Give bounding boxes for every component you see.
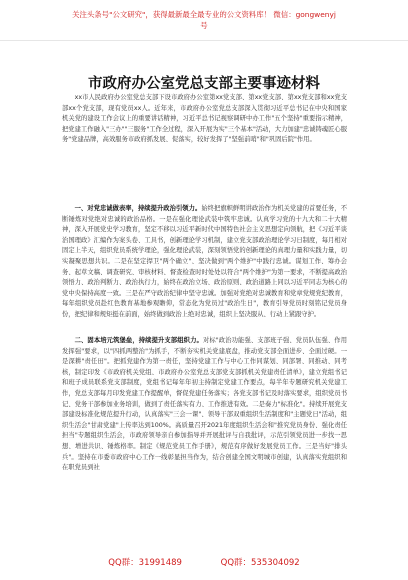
section-two-body: 对标"政治功能强、支部班子强、党员队伍强、作用发挥强"要求，以"四抓两整治"为抓手，不断夯实机关党建底盘，推动党支部全面进步、全面过硬。一是深耕"责任田"。把抓党建作为第一责任，坚持党建工作与中心工作同谋划、同部署、同推动、同考核，制定印发《市政府机关党组、市政府办公室党总支部党支部抓机关党建责任清单》，建立党组书记和班子成员联系党支部制度，党组书记每年年初主持制定党建工作要点，每半年专题研究机关党建工作，党总支部每月印发党建工作提醒单，督促党建任务落实；各党支部书记及时落实要求，组织党员书记、党务干部参加业务培训，做到了责任落实有力、工作推进有效。二是奏力"标准化"。持续开展党支部建设标准化规范提升行动，认真落实"三会一课"、领导干部双重组织生活制度和"主题党日"活动，组织生活会"甘肃党建"上传率达到100%。高质量召开2021年度组织生活会和"推究党员身份、强化责任担当"专题组织生活会，市政府领导亲自参加指导并开展批评与自我批评，示范引领党员进一步找一思想、增进共识、锤炼格率。制定《规范党员工作手册》，规范有序做好发展党员工作。三是当好"排头兵"。坚持在市委市政府中心工作一线彰显担当作为，结合创建全国文明城市创建，认真落实党组织和在职党员到社 [62,337,347,472]
promo-banner-text: 关注头条号"公文研究"，获得最新最全最专业的公文资料库！ 微信：gongwenyj [72,10,336,19]
qq-group-1: QQ群：31991489 [108,558,182,568]
section-two-paragraph [62,336,347,547]
section-one-body: 始终把旗帜鲜明讲政治作为机关党建的首要任务，不断锤炼对党绝对忠诚的政治品格。一是在强化理论武装中筑牢忠诚。认真学习党的十九大和二十大精神，深入开展党史学习教育，坚定不移以习近平新时代中国特色社会主义思想定向领航，把《习近平谈治国理政》汇编作为案头卷、工具书，创新理论学习机制，建立党支部政治理论学习日制度，每月相对固定上半天，组织党员系统学理论，强化理论武装，深刻领悟党的创新理论的真理力量和实践力量，切实凝聚思想共识。二是在坚定捍卫"两个确立"、坚决做到"两个维护"中践行忠诚。谋划工作、筹办会务、起草文稿、调查研究、审核材料、督查检查时时处处以符合"两个维护"为第一要求，不断提高政治领悟力、政治判断力、政治执行力，始终在政治立场、政治原则、政治道路上同以习近平同志为核心的党中央保持高度一致。三是在严守政治纪律中坚守忠诚。加强对党绝对忠诚教育和党章党规党纪教育，每年组织党员赴红色教育基地参观瞻仰，常态化为党员过"政治生日"，教育引导党员时刻铭记党员身份，把纪律和规矩挺在前面，始终做到政治上绝对忠诚，组织上坚决服从、行动上紧跟守护。 [62,205,347,318]
promo-banner-text-continued: 号 [200,21,208,30]
intro-paragraph: xx市人民政府办公室党总支部下设市政府办公室第xx党支部、第xx党支部、第xx党支部和xx党支部xx个党支部，现有党员xx人。近年来，市政府办公室党总支部深入贯彻习近平总书记在中央和国家机关党的建设工作会议上的重要讲话精神，习近平总书记视察调研中办工作"五个坚持"重要指示精神，把党建工作融入"三办""三服务"工作全过程，深入开展为实"三个基本"活动，大力加建"忠诚铸魂匠心服务"党建品牌，高效服务市政府抓发展、促落实，较好发挥了"坚强前哨"和"巩固后院"作用。 [62,94,347,144]
qq-group-2: QQ群：535304092 [220,558,300,568]
document-title: 市政府办公室党总支部主要事迹材料 [88,76,320,92]
section-one-paragraph [62,204,347,330]
footer-contact [0,556,408,576]
section-one-heading: 一、对党忠诚做表率，持续提升政治引领力。 [74,205,202,212]
promo-banner [0,0,408,41]
section-two-heading: 二、固本培元筑堡垒，持续提升支部组织力。 [74,337,203,344]
